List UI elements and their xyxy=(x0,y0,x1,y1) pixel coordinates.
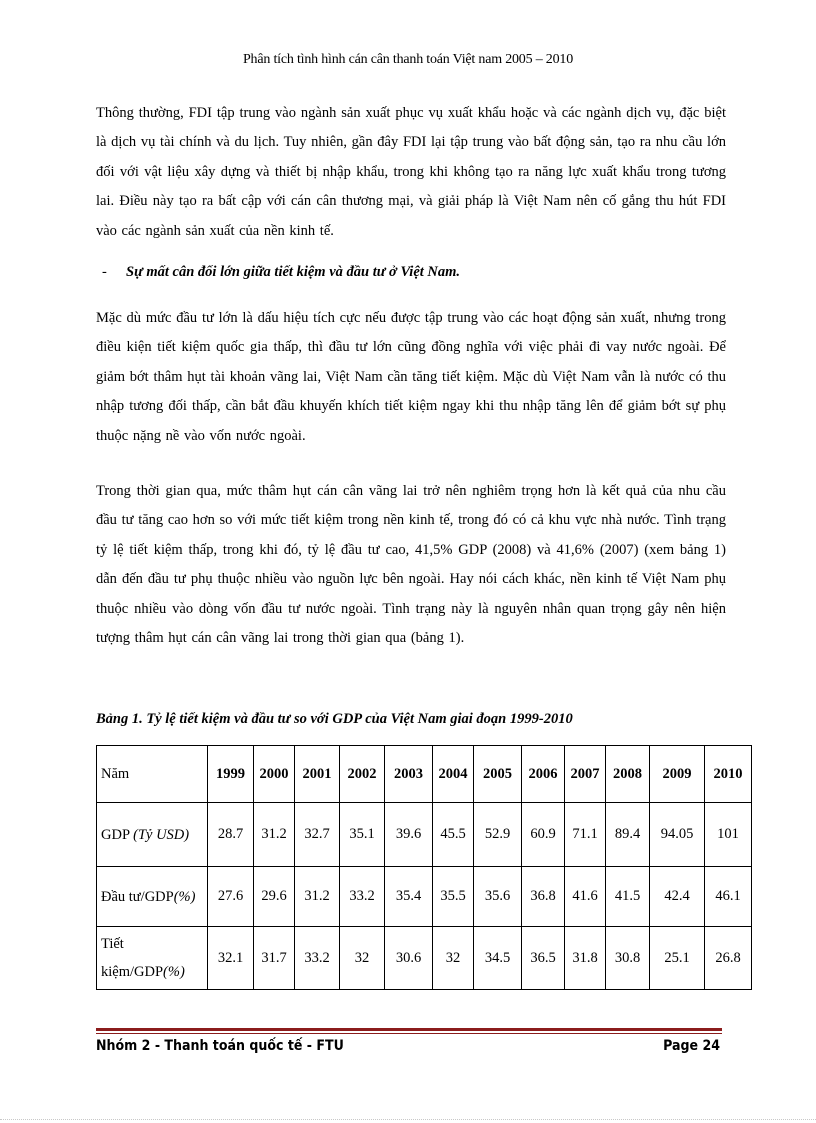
page-header: Phân tích tình hình cán cân thanh toán Việt nam 2005 – 2010 xyxy=(242,52,574,67)
savings-investment-table xyxy=(96,745,752,990)
year-header-cell: Năm xyxy=(97,746,208,803)
year-cell: 2000 xyxy=(254,746,295,803)
value-cell: 36.5 xyxy=(522,927,565,990)
value-cell: 28.7 xyxy=(208,803,254,867)
value-cell: 29.6 xyxy=(254,867,295,927)
year-cell: 2004 xyxy=(433,746,474,803)
value-cell: 32.7 xyxy=(295,803,340,867)
value-cell: 94.05 xyxy=(650,803,705,867)
value-cell: 31.2 xyxy=(254,803,295,867)
value-cell: 27.6 xyxy=(208,867,254,927)
value-cell: 45.5 xyxy=(433,803,474,867)
value-cell: 101 xyxy=(705,803,752,867)
value-cell: 35.6 xyxy=(474,867,522,927)
value-cell: 33.2 xyxy=(295,927,340,990)
value-cell: 31.2 xyxy=(295,867,340,927)
year-cell: 2007 xyxy=(565,746,606,803)
year-cell: 1999 xyxy=(208,746,254,803)
value-cell: 46.1 xyxy=(705,867,752,927)
footer-rule xyxy=(96,1028,722,1031)
table-row-gdp xyxy=(97,803,752,867)
row-label: Đầu tư/GDP(%) xyxy=(97,867,208,927)
table-header-row xyxy=(97,746,752,803)
value-cell: 34.5 xyxy=(474,927,522,990)
value-cell: 42.4 xyxy=(650,867,705,927)
bullet-dash: - xyxy=(102,264,107,280)
value-cell: 35.4 xyxy=(385,867,433,927)
table-row-investment xyxy=(97,867,752,927)
value-cell: 52.9 xyxy=(474,803,522,867)
row-label: GDP (Tỷ USD) xyxy=(97,803,208,867)
value-cell: 32 xyxy=(340,927,385,990)
value-cell: 89.4 xyxy=(606,803,650,867)
year-cell: 2010 xyxy=(705,746,752,803)
value-cell: 32.1 xyxy=(208,927,254,990)
paragraph-deficit: Trong thời gian qua, mức thâm hụt cán cân vãng lai trở nên nghiêm trọng hơn là kết quả của nhu cầu đầu tư tăng cao hơn so với mức tiết kiệm trong nền kinh tế, trong đó có cả khu vực nhà nước. Tình trạng tỷ lệ tiết kiệm thấp, trong khi đó, tỷ lệ đầu tư cao, 41,5% GDP (2008) và 41,6% (2007) (xem bảng 1) dẫn đến đầu tư phụ thuộc nhiều vào nguồn lực bên ngoài. Hay nói cách khác, nền kinh tế Việt Nam phụ thuộc nhiều vào dòng vốn đầu tư nước ngoài. Tình trạng này là nguyên nhân quan trọng gây nên hiện tượng thâm hụt cán cân vãng lai trong thời gian qua (bảng 1). xyxy=(96,483,726,647)
paragraph-savings: Mặc dù mức đầu tư lớn là dấu hiệu tích cực nếu được tập trung vào các hoạt động sản xuất, nhưng trong điều kiện tiết kiệm quốc gia thấp, thì đầu tư lớn cũng đồng nghĩa với việc phải đi vay nước ngoài. Để giảm bớt thâm hụt tài khoản vãng lai, Việt Nam cần tăng tiết kiệm. Mặc dù Việt Nam vẫn là nước có thu nhập tương đối thấp, cần bắt đầu khuyến khích tiết kiệm ngay khi thu nhập tăng lên để giảm bớt sự phụ thuộc nặng nề vào vốn nước ngoài. xyxy=(96,310,726,444)
year-cell: 2009 xyxy=(650,746,705,803)
row-label: Tiết kiệm/GDP(%) xyxy=(97,927,208,990)
page-number: Page 24 xyxy=(663,1038,720,1054)
value-cell: 33.2 xyxy=(340,867,385,927)
value-cell: 39.6 xyxy=(385,803,433,867)
year-cell: 2006 xyxy=(522,746,565,803)
bullet-text: Sự mất cân đối lớn giữa tiết kiệm và đầu tư ở Việt Nam. xyxy=(126,264,461,280)
year-cell: 2003 xyxy=(385,746,433,803)
value-cell: 31.8 xyxy=(565,927,606,990)
value-cell: 36.8 xyxy=(522,867,565,927)
value-cell: 25.1 xyxy=(650,927,705,990)
value-cell: 35.1 xyxy=(340,803,385,867)
value-cell: 60.9 xyxy=(522,803,565,867)
value-cell: 71.1 xyxy=(565,803,606,867)
bullet-heading xyxy=(102,264,460,281)
year-cell: 2008 xyxy=(606,746,650,803)
table-row-savings xyxy=(97,927,752,990)
footer-rule-thin xyxy=(96,1033,722,1034)
value-cell: 31.7 xyxy=(254,927,295,990)
value-cell: 26.8 xyxy=(705,927,752,990)
page-edge xyxy=(0,1119,816,1120)
value-cell: 30.6 xyxy=(385,927,433,990)
value-cell: 41.6 xyxy=(565,867,606,927)
year-cell: 2001 xyxy=(295,746,340,803)
year-cell: 2002 xyxy=(340,746,385,803)
value-cell: 32 xyxy=(433,927,474,990)
table-caption: Bảng 1. Tỷ lệ tiết kiệm và đầu tư so với GDP của Việt Nam giai đoạn 1999-2010 xyxy=(96,711,573,727)
value-cell: 30.8 xyxy=(606,927,650,990)
value-cell: 41.5 xyxy=(606,867,650,927)
footer-group-name: Nhóm 2 - Thanh toán quốc tế - FTU xyxy=(96,1038,344,1054)
value-cell: 35.5 xyxy=(433,867,474,927)
paragraph-fdi: Thông thường, FDI tập trung vào ngành sản xuất phục vụ xuất khẩu hoặc và các ngành dịch vụ, đặc biệt là dịch vụ tài chính và du lịch. Tuy nhiên, gần đây FDI lại tập trung vào bất động sản, tạo ra nhu cầu lớn đối với vật liệu xây dựng và thiết bị nhập khẩu, trong khi không tạo ra năng lực xuất khẩu trong tương lai. Điều này tạo ra bất cập với cán cân thương mại, và giải pháp là Việt Nam nên cố gắng thu hút FDI vào các ngành sản xuất của nền kinh tế. xyxy=(96,105,726,239)
year-cell: 2005 xyxy=(474,746,522,803)
